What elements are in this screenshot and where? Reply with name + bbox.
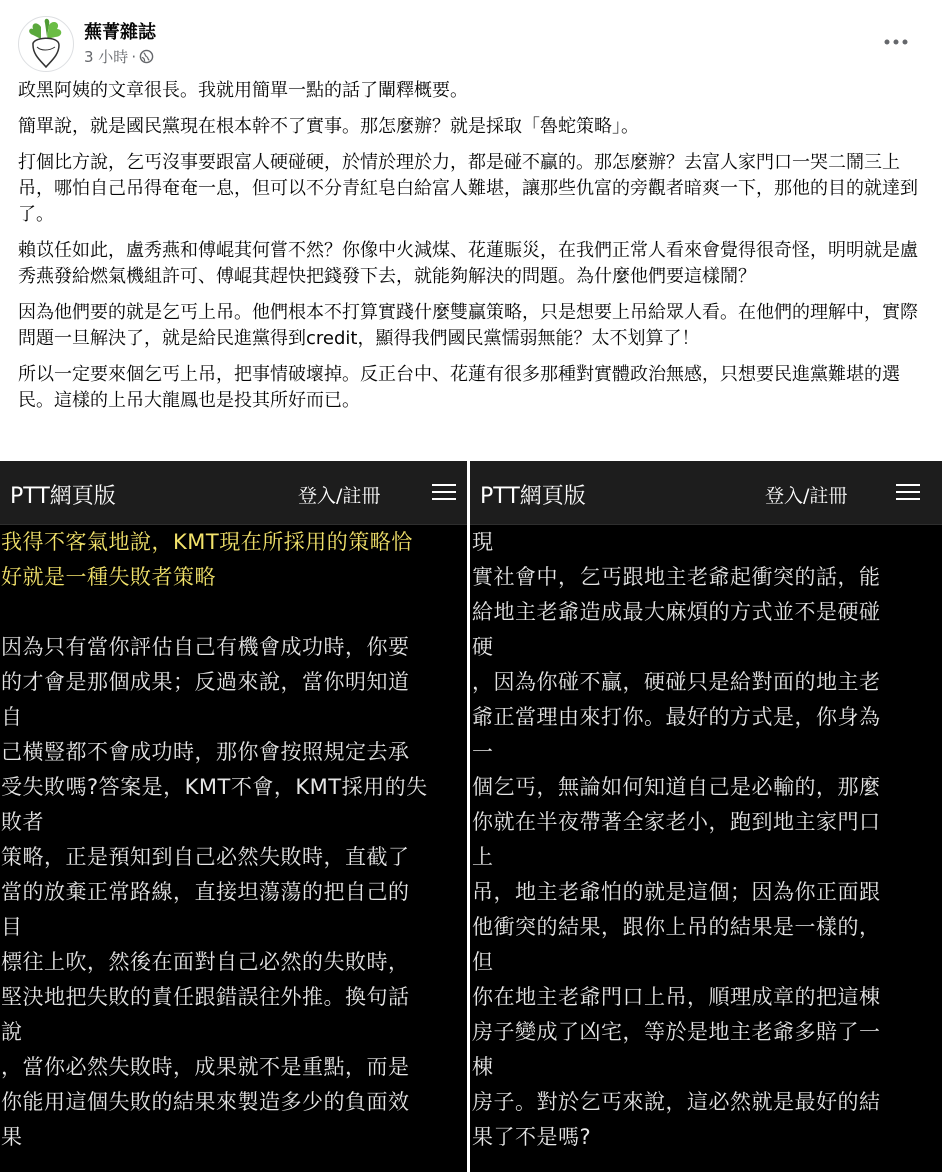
ptt-highlight-line: 好就是一種失敗者策略	[1, 565, 216, 589]
ptt-line: 目	[1, 915, 23, 939]
post-paragraph: 簡單說，就是國民黨現在根本幹不了實事。那怎麼辦？就是採取「魯蛇策略」。	[18, 116, 639, 137]
ptt-line: 果了不是嗎?	[472, 1125, 592, 1149]
post-header	[0, 0, 942, 75]
post-text	[18, 78, 923, 424]
ptt-line: 受失敗嗎?答案是，KMT不會，KMT採用的失	[1, 775, 428, 799]
ptt-article-body	[470, 525, 942, 1172]
ptt-line: 策略，正是預知到自己必然失敗時，直截了	[1, 845, 410, 869]
ptt-line: 堅決地把失敗的責任跟錯誤往外推。換句話	[1, 985, 410, 1009]
hamburger-menu-icon	[432, 482, 458, 502]
hamburger-menu-icon	[896, 482, 922, 502]
meta-separator: ·	[131, 47, 137, 66]
ptt-login-link: 登入/註冊	[765, 485, 848, 507]
more-dots-icon	[884, 39, 908, 45]
page-avatar[interactable]	[18, 16, 74, 72]
post-time[interactable]: 3 小時	[84, 48, 129, 66]
ptt-line: 果	[1, 1125, 23, 1149]
post-paragraph: 因為他們要的就是乞丐上吊。他們根本不打算實踐什麼雙贏策略，只是想要上吊給眾人看。在他們的理解中，實際問題一旦解決了，就是給民進黨得到credit，顯得我們國民黨懦弱無能？太不划算了！	[18, 302, 918, 349]
ptt-line: 你能用這個失敗的結果來製造多少的負面效	[1, 1090, 410, 1114]
ptt-title: PTT網頁版	[10, 484, 116, 509]
attached-screenshots	[0, 461, 942, 1172]
ptt-screenshot-left[interactable]	[0, 461, 467, 1172]
ptt-line: 己橫豎都不會成功時，那你會按照規定去承	[1, 740, 410, 764]
turnip-icon	[19, 17, 73, 71]
more-options-button[interactable]	[876, 28, 916, 56]
ptt-line: 個乞丐，無論如何知道自己是必輸的，那麼	[472, 775, 881, 799]
ptt-line: 的才會是那個成果；反過來說，當你明知道	[1, 670, 410, 694]
post-paragraph: 打個比方說，乞丐沒事要跟富人硬碰硬，於情於理於力，都是碰不贏的。那怎麼辦？去富人家門口一哭二鬧三上吊，哪怕自己吊得奄奄一息，但可以不分青紅皂白給富人難堪，讓那些仇富的旁觀者暗爽一下，那他的目的就達到了。	[18, 152, 918, 225]
ptt-line: 他衝突的結果，跟你上吊的結果是一樣的，	[472, 915, 881, 939]
ptt-screenshot-right[interactable]	[470, 461, 942, 1172]
ptt-line: 因為只有當你評估自己有機會成功時，你要	[1, 635, 410, 659]
ptt-line: 你就在半夜帶著全家老小，跑到地主家門口	[472, 810, 881, 834]
ptt-title: PTT網頁版	[480, 484, 586, 509]
ptt-login-link: 登入/註冊	[298, 485, 381, 507]
page-name[interactable]: 蕪菁雜誌	[84, 22, 156, 43]
ptt-line: 棟	[472, 1055, 494, 1079]
ptt-line: 實社會中，乞丐跟地主老爺起衝突的話，能	[472, 565, 881, 589]
ptt-line: ，因為你碰不贏，硬碰只是給對面的地主老	[472, 670, 881, 694]
ptt-line: 你在地主老爺門口上吊，順理成章的把這棟	[472, 985, 881, 1009]
post-paragraph: 政黑阿姨的文章很長。我就用簡單一點的話了闡釋概要。	[18, 80, 468, 101]
ptt-line: 吊，地主老爺怕的就是這個；因為你正面跟	[472, 880, 881, 904]
ptt-line: 給地主老爺造成最大麻煩的方式並不是硬碰	[472, 600, 881, 624]
ptt-line: 一	[472, 740, 494, 764]
ptt-line: 說	[1, 1020, 23, 1044]
ptt-line: 上	[472, 845, 494, 869]
ptt-line: 自	[1, 705, 23, 729]
ptt-line: 房子變成了凶宅，等於是地主老爺多賠了一	[472, 1020, 881, 1044]
ptt-line: 硬	[472, 635, 494, 659]
ptt-line: 房子。對於乞丐來說，這必然就是最好的結	[472, 1090, 881, 1114]
ptt-line: 當的放棄正常路線，直接坦蕩蕩的把自己的	[1, 880, 410, 904]
globe-icon	[139, 49, 154, 64]
ptt-line: 爺正當理由來打你。最好的方式是，你身為	[472, 705, 881, 729]
ptt-navbar	[0, 461, 467, 525]
ptt-navbar	[470, 461, 942, 525]
post-paragraph: 所以一定要來個乞丐上吊，把事情破壞掉。反正台中、花蓮有很多那種對實體政治無感，只想要民進黨難堪的選民。這樣的上吊大龍鳳也是投其所好而已。	[18, 364, 900, 411]
ptt-line: 但	[472, 950, 494, 974]
post-meta	[84, 46, 154, 67]
ptt-line: 敗者	[1, 810, 44, 834]
post-paragraph: 賴苡任如此，盧秀燕和傅崐萁何嘗不然？你像中火減煤、花蓮賑災，在我們正常人看來會覺得很奇怪，明明就是盧秀燕發給燃氣機組許可、傅崐萁趕快把錢發下去，就能夠解決的問題。為什麼他們要這樣鬧？	[18, 240, 918, 287]
ptt-line: 現	[472, 530, 494, 554]
ptt-line: 標往上吹，然後在面對自己必然的失敗時，	[1, 950, 410, 974]
ptt-line: ，當你必然失敗時，成果就不是重點，而是	[1, 1055, 410, 1079]
ptt-highlight-line: 我得不客氣地說，KMT現在所採用的策略恰	[1, 530, 413, 554]
ptt-article-body	[0, 525, 467, 1172]
